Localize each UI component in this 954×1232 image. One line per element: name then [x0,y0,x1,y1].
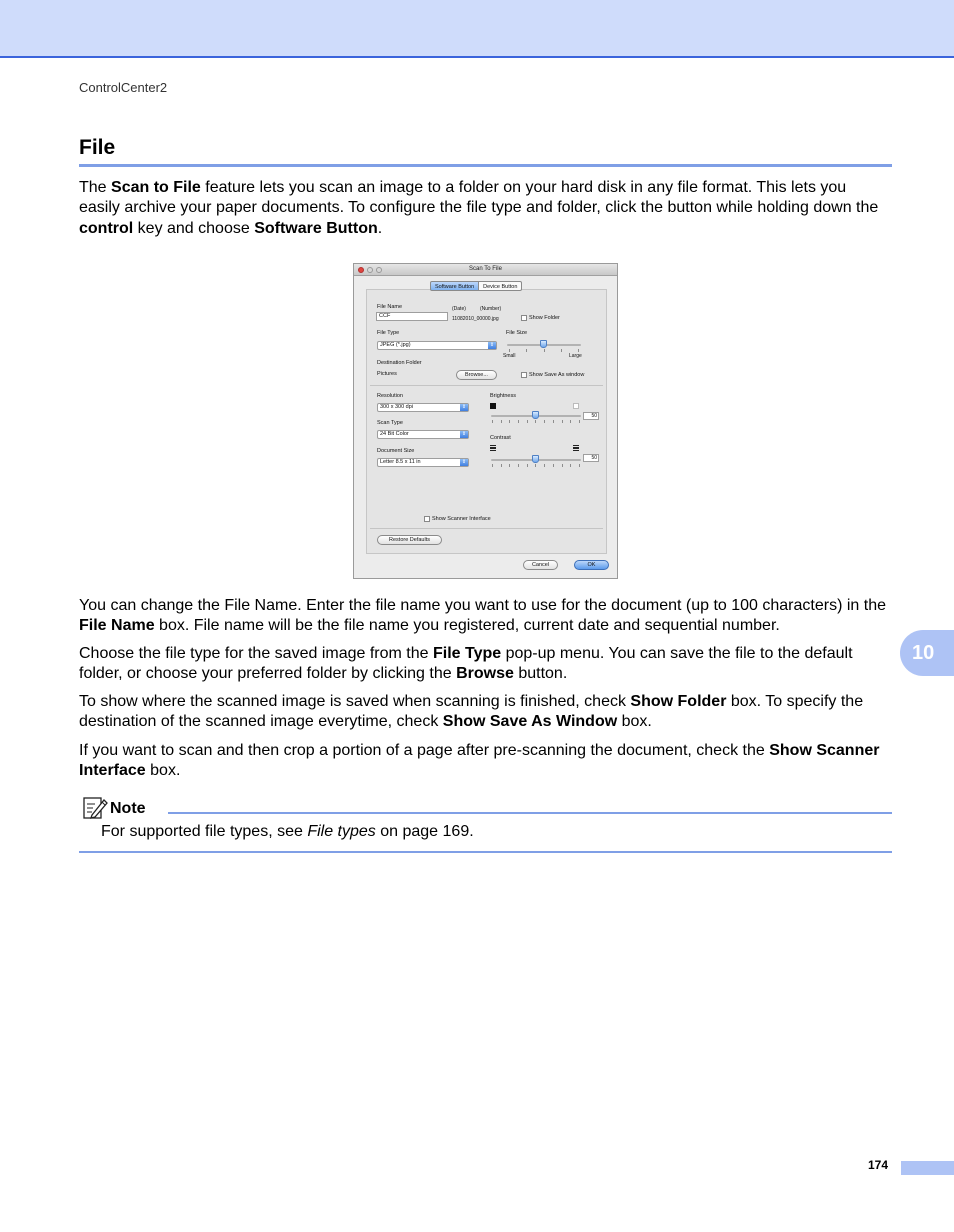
file-name-sample: 11082010_00000.jpg [452,316,499,322]
note-rule [79,851,892,853]
document-size-value: Letter 8.5 x 11 in [380,459,421,465]
file-type-paragraph: Choose the file type for the saved image from the File Type pop-up menu. You can save the file to the default folder, or choose your preferred folder by clicking the Browse button. [79,645,853,683]
resolution-select[interactable] [377,403,469,412]
scanner-interface-paragraph: If you want to scan and then crop a portion of a page after pre-scanning the document, check the Show Scanner Interface box. [79,742,880,780]
running-head: ControlCenter2 [79,80,168,95]
file-name-label: File Name [377,304,403,310]
file-name-input[interactable]: CCF [376,312,448,321]
section-title: File [79,136,116,159]
separator [370,385,603,386]
title-rule [79,164,892,167]
page-tab [901,1161,954,1175]
destination-folder-value: Pictures [377,371,397,377]
file-size-slider-thumb[interactable] [540,340,547,348]
file-size-ticks [509,349,579,352]
contrast-label: Contrast [490,435,511,441]
brightness-label: Brightness [490,393,516,399]
contrast-value-field[interactable]: 50 [583,454,599,462]
note-rule [168,812,892,814]
number-label: (Number) [480,306,502,312]
cancel-button[interactable]: Cancel [523,560,558,570]
show-folder-label: Show Folder [529,315,560,321]
light-icon [573,403,579,409]
popup-arrows-icon: ⇕ [489,342,495,348]
note-pencil-icon [82,795,108,821]
show-save-as-label: Show Save As window [529,372,585,378]
scan-type-value: 24 Bit Color [380,431,409,437]
file-size-large-label: Large [569,353,582,359]
scan-type-label: Scan Type [377,420,403,426]
resolution-label: Resolution [377,393,403,399]
file-size-label: File Size [506,330,528,336]
chapter-tab: 10 [900,630,954,676]
scan-type-select[interactable] [377,430,469,439]
show-save-as-checkbox[interactable] [521,372,527,378]
header-band [0,0,954,58]
document-size-select[interactable] [377,458,469,467]
resolution-value: 300 x 300 dpi [380,404,414,410]
contrast-ticks [492,464,580,467]
contrast-slider-thumb[interactable] [532,455,539,463]
note-label: Note [110,800,146,817]
low-contrast-icon [490,445,496,451]
dialog-title: Scan To File [469,266,502,272]
high-contrast-icon [573,445,579,451]
tab-device-button[interactable]: Device Button [479,281,522,291]
destination-folder-label: Destination Folder [377,360,422,366]
scan-to-file-dialog [353,263,618,579]
intro-paragraph: The Scan to File feature lets you scan an image to a folder on your hard disk in any file format. This lets you easily archive your paper documents. To configure the file type and folder, click the button while holding down the control key and choose Software Button. [79,179,879,237]
note-text: For supported file types, see File types on page 169. [101,823,474,840]
popup-arrows-icon: ⇕ [461,404,467,410]
dialog-titlebar [354,264,617,276]
show-scanner-interface-checkbox[interactable] [424,516,430,522]
page-number: 174 [868,1158,889,1172]
popup-arrows-icon: ⇕ [461,431,467,437]
dark-icon [490,403,496,409]
date-label: (Date) [452,306,466,312]
file-size-small-label: Small [503,353,516,359]
show-folder-paragraph: To show where the scanned image is saved when scanning is finished, check Show Folder box. To specify the destination of the scanned image everytime, check Show Save As Window box. [79,693,864,731]
document-size-label: Document Size [377,448,415,454]
file-type-label: File Type [377,330,400,336]
show-folder-checkbox[interactable] [521,315,527,321]
brightness-ticks [492,420,580,423]
brightness-slider-thumb[interactable] [532,411,539,419]
file-type-select[interactable] [377,341,497,350]
popup-arrows-icon: ⇕ [461,459,467,465]
file-type-value: JPEG (*.jpg) [380,342,411,348]
separator [370,528,603,529]
brightness-value-field[interactable]: 50 [583,412,599,420]
mode-tabs [430,281,522,291]
file-name-paragraph: You can change the File Name. Enter the file name you want to use for the document (up to 100 characters) in the File Name box. File name will be the file name you registered, current date and sequential number. [79,597,886,635]
tab-software-button[interactable]: Software Button [430,281,479,291]
show-scanner-interface-label: Show Scanner Interface [432,516,491,522]
browse-button[interactable]: Browse... [456,370,497,380]
ok-button[interactable]: OK [574,560,609,570]
restore-defaults-button[interactable]: Restore Defaults [377,535,442,545]
